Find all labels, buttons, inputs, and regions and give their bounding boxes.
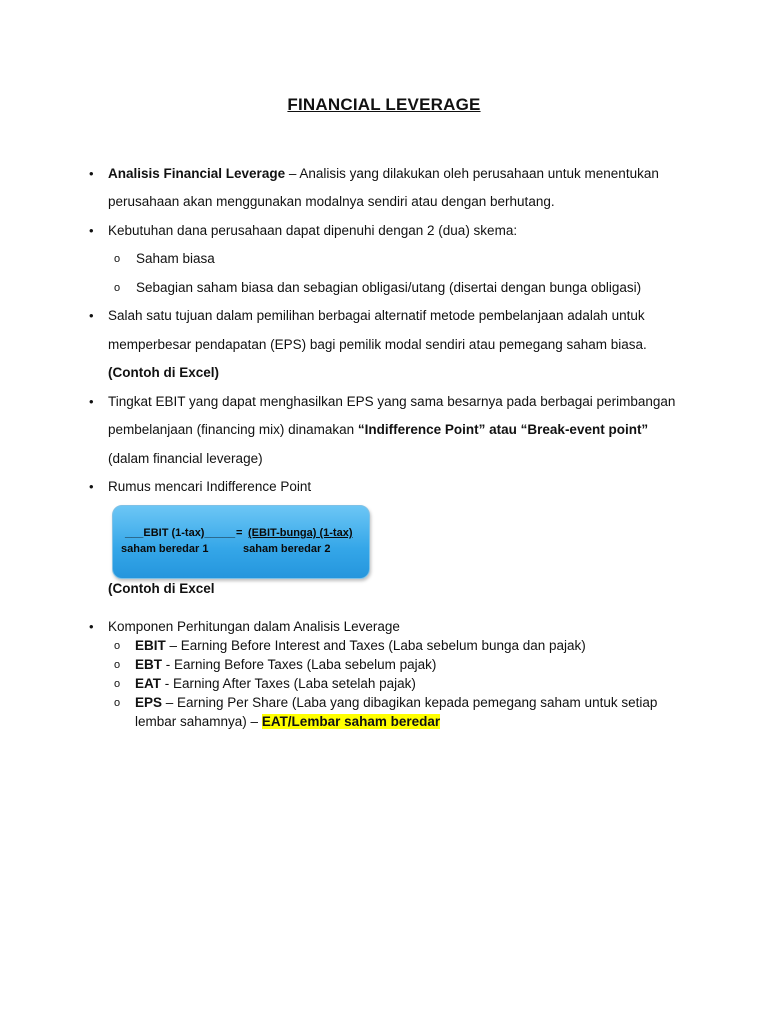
bullet-disc: •: [89, 479, 94, 494]
list-item: [135, 694, 657, 712]
bullet-circle: o: [114, 253, 121, 265]
item-desc: - Earning After Taxes (Laba setelah pajak): [161, 676, 416, 691]
list-item: [135, 637, 586, 655]
item-term: EBIT: [135, 638, 166, 653]
bullet-disc: •: [89, 394, 94, 409]
item-desc: – Earning Before Interest and Taxes (Laba sebelum bunga dan pajak): [165, 638, 586, 653]
p4-line2-term: “Indifference Point” atau “Break-event point”: [357, 422, 649, 437]
p6-line1: Komponen Perhitungan dalam Analisis Leverage: [108, 619, 400, 634]
p5-line1: Rumus mencari Indifference Point: [108, 479, 312, 494]
p2-sub1: Saham biasa: [136, 251, 215, 266]
bullet-disc: •: [89, 166, 94, 181]
bullet-disc: •: [89, 308, 94, 323]
p4-line2-text: pembelanjaan (financing mix) dinamakan: [108, 422, 358, 437]
item-term: EBT: [135, 657, 162, 672]
p3-line1: Salah satu tujuan dalam pemilihan berbagai alternatif metode pembelanjaan adalah untuk: [108, 308, 645, 323]
p3-line3: (Contoh di Excel): [108, 365, 219, 380]
item-desc: – Earning Per Share (Laba yang dibagikan kepada pemegang saham untuk setiap: [162, 695, 658, 710]
formula-numerator-right: (EBIT-bunga) (1-tax): [248, 527, 353, 539]
bullet-circle: o: [114, 697, 121, 709]
p1-line1: [108, 165, 659, 183]
list-item: [135, 675, 416, 693]
item-desc: - Earning Before Taxes (Laba sebelum pajak): [162, 657, 437, 672]
p1-line1-text: – Analisis yang dilakukan oleh perusahaan untuk menentukan: [285, 166, 659, 181]
p1-line2: perusahaan akan menggunakan modalnya sendiri atau dengan berhutang.: [108, 194, 555, 209]
bullet-circle: o: [114, 640, 121, 652]
formula-box: [112, 505, 370, 579]
page-title: FINANCIAL LEVERAGE: [287, 95, 481, 114]
formula-denominator-right: saham beredar 2: [243, 543, 331, 555]
p4-line1: Tingkat EBIT yang dapat menghasilkan EPS yang sama besarnya pada berbagai perimbangan: [108, 394, 676, 409]
bullet-disc: •: [89, 619, 94, 634]
bullet-circle: o: [114, 678, 121, 690]
p5-note: (Contoh di Excel: [108, 581, 215, 596]
bullet-disc: •: [89, 223, 94, 238]
p2-line1: Kebutuhan dana perusahaan dapat dipenuhi dengan 2 (dua) skema:: [108, 223, 518, 238]
eps-line2-text: lembar sahamnya) –: [135, 714, 262, 729]
formula-equals: =: [236, 527, 243, 539]
item-term: EPS: [135, 695, 163, 710]
p3-line2: memperbesar pendapatan (EPS) bagi pemilik modal sendiri atau pemegang saham biasa.: [108, 337, 647, 352]
p4-line3: (dalam financial leverage): [108, 451, 263, 466]
item-term: EAT: [135, 676, 161, 691]
formula-denominator-left: saham beredar 1: [121, 543, 209, 555]
p2-sub2: Sebagian saham biasa dan sebagian obligasi/utang (disertai dengan bunga obligasi): [136, 280, 642, 295]
formula-numerator-left: ___EBIT (1-tax)_____: [125, 527, 236, 539]
eps-line2: [135, 713, 440, 731]
p4-line2: [108, 421, 648, 439]
eps-formula-highlight: EAT/Lembar saham beredar: [261, 714, 441, 729]
p1-term: Analisis Financial Leverage: [108, 166, 286, 181]
bullet-circle: o: [114, 282, 121, 294]
bullet-circle: o: [114, 659, 121, 671]
list-item: [135, 656, 436, 674]
